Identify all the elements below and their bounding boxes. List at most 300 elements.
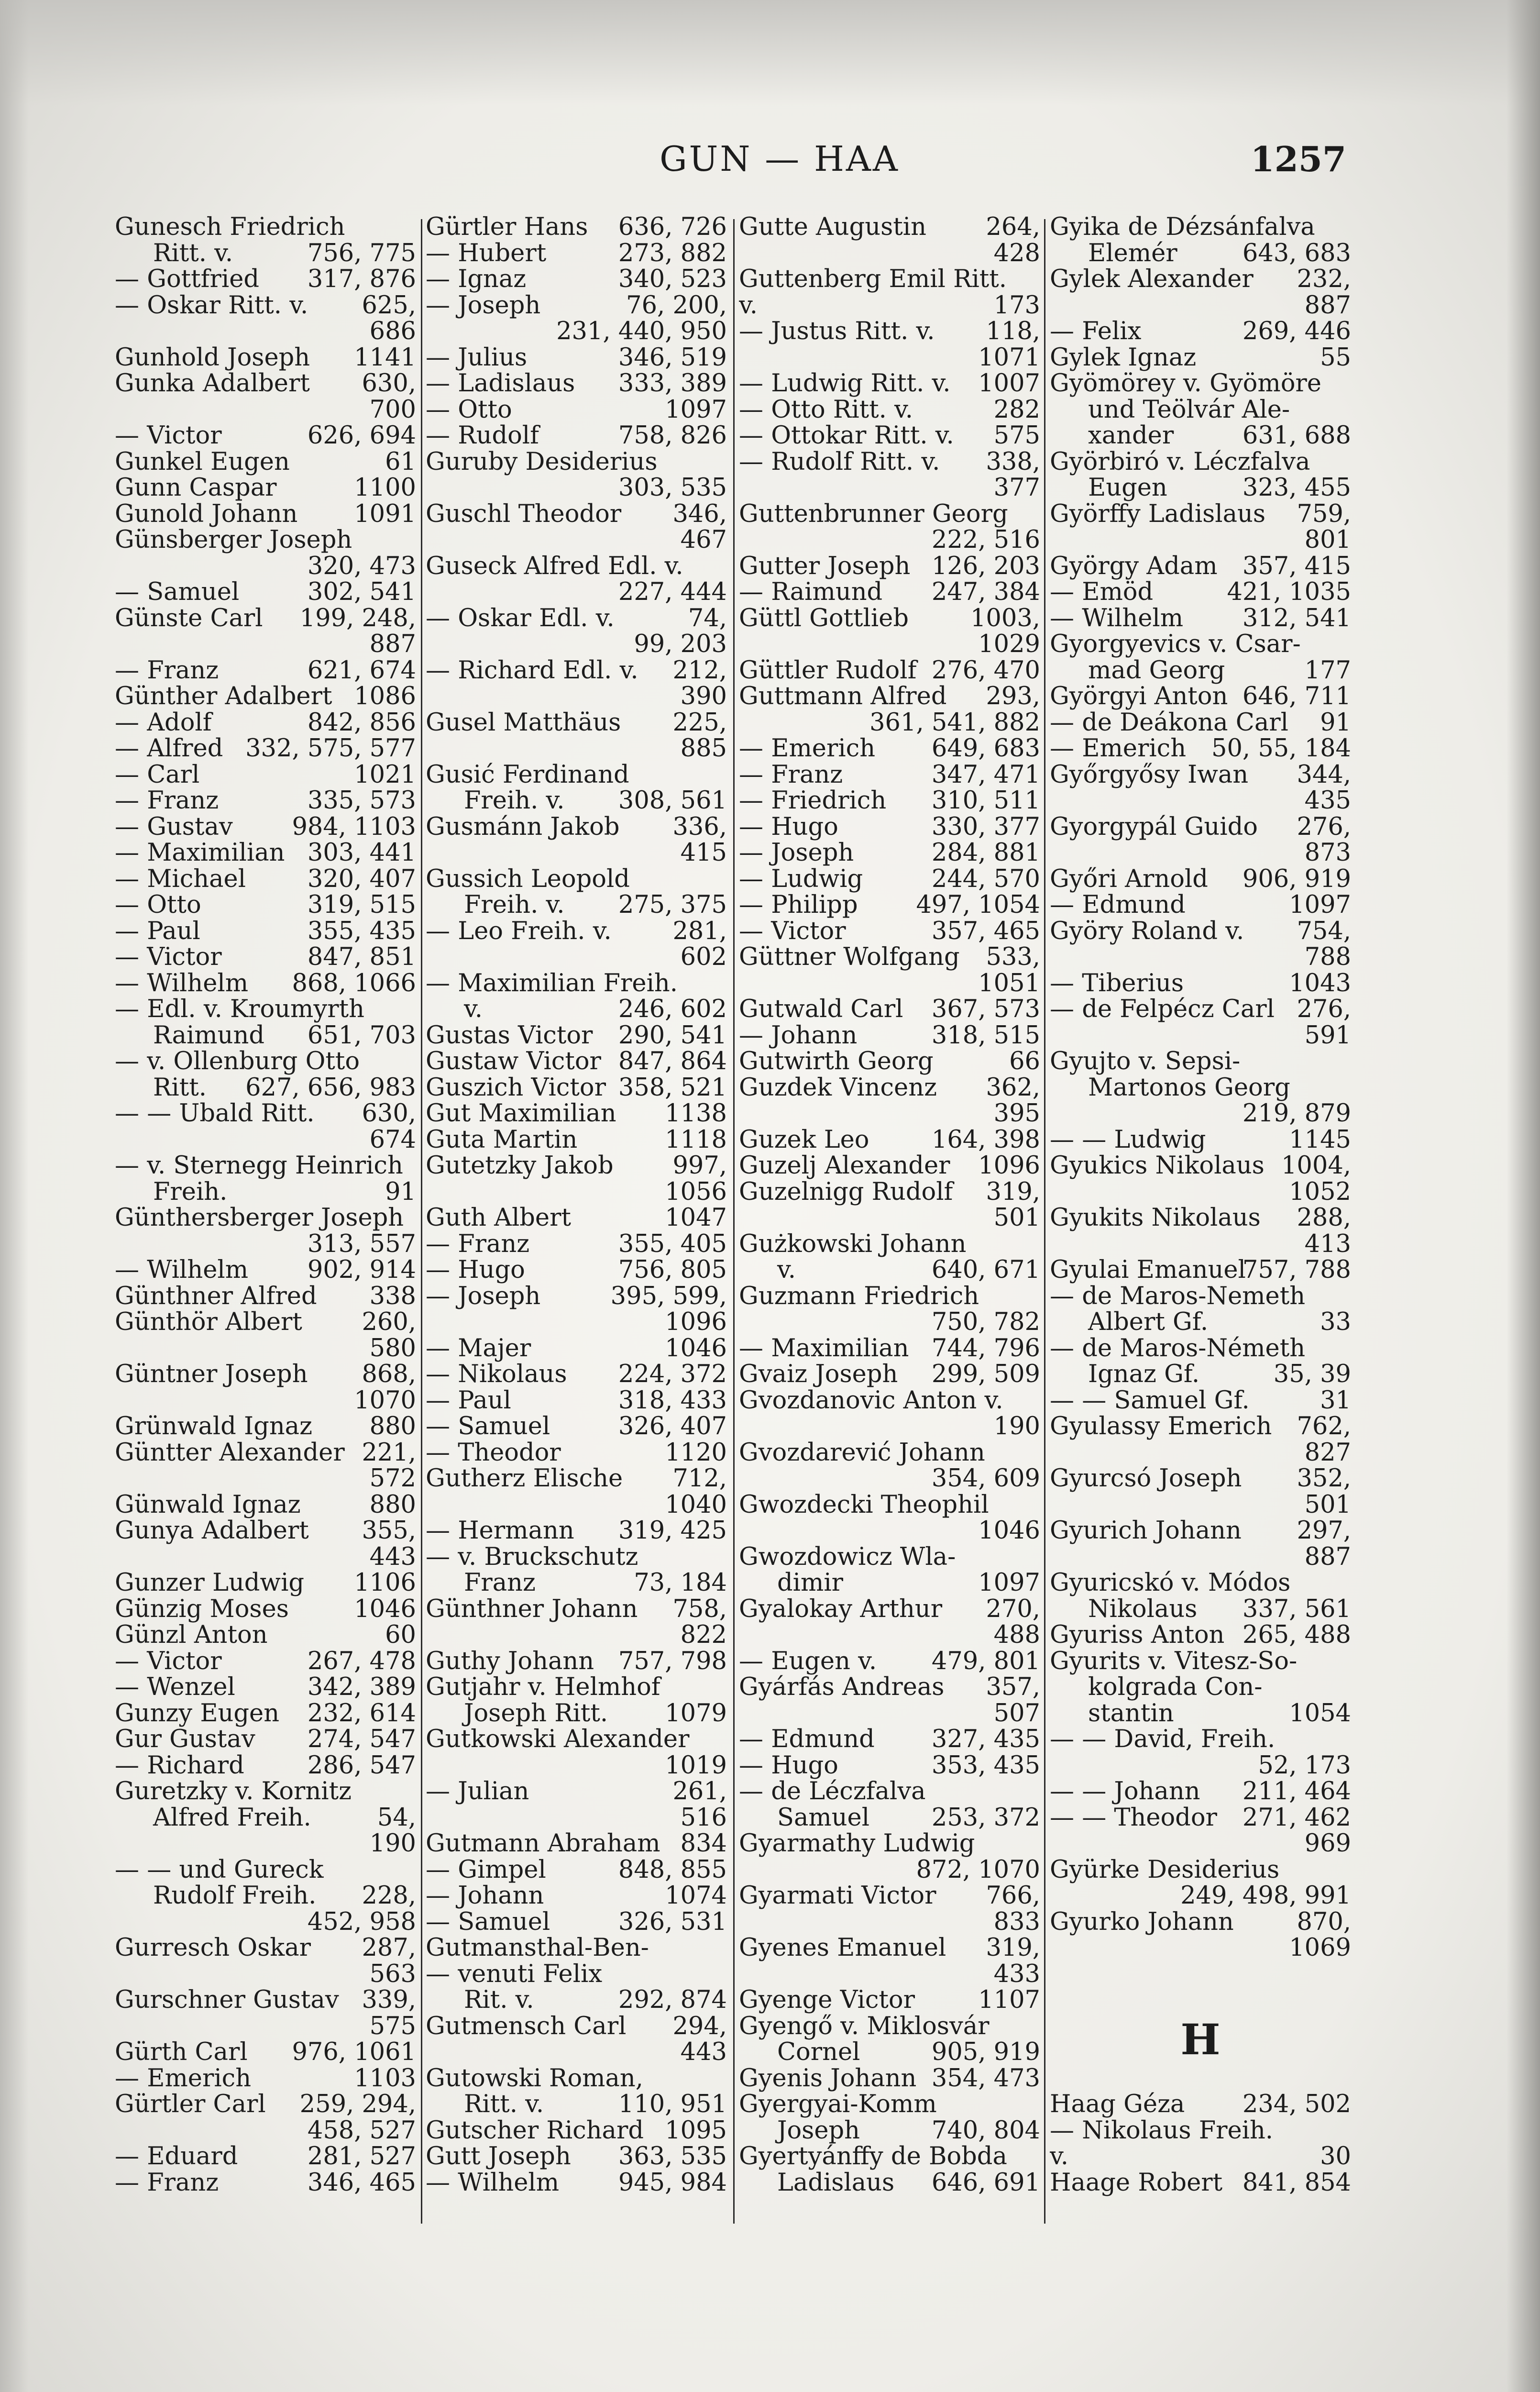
entry-page-refs: 247, 384 (931, 578, 1040, 606)
entry-name: — Wilhelm (115, 969, 249, 997)
entry-page-refs: 421, 1035 (1227, 578, 1351, 606)
index-entry-line (739, 606, 1040, 632)
index-entry-line (1050, 1544, 1351, 1571)
entry-name: Gvaiz Joseph (739, 1360, 898, 1388)
entry-page-refs: 377 (993, 474, 1040, 502)
index-entry-line (1050, 1362, 1351, 1388)
entry-page-refs: 346, 465 (307, 2168, 416, 2197)
entry-name: Joseph (777, 2116, 860, 2145)
entry-name: — Tiberius (1050, 969, 1184, 997)
entry-name: Joseph Ritt. (464, 1699, 608, 1728)
entry-name: — Hugo (739, 812, 838, 841)
entry-name: und Teölvár Ale- (1088, 395, 1290, 424)
entry-name: Gyenis Johann (739, 2064, 917, 2093)
index-entry-line (115, 1961, 416, 1988)
entry-name: — Hugo (426, 1256, 525, 1284)
index-entry-line (1050, 1231, 1351, 1258)
entry-page-refs: 1046 (665, 1334, 727, 1362)
index-entry-line (1050, 710, 1351, 736)
entry-page-refs: 323, 455 (1242, 474, 1351, 502)
index-entry-line (739, 684, 1040, 710)
entry-page-refs: 626, 694 (307, 421, 416, 450)
index-entry-line (115, 1935, 416, 1961)
entry-page-refs: 905, 919 (931, 2038, 1040, 2066)
index-entry-line (426, 1544, 727, 1571)
entry-page-refs: 354, 473 (931, 2064, 1040, 2093)
index-entry-line (115, 579, 416, 606)
entry-page-refs: 276, (1297, 995, 1351, 1023)
entry-page-refs: 1056 (665, 1177, 727, 1206)
entry-page-refs: 880 (369, 1412, 416, 1440)
entry-name: Elemér (1088, 239, 1177, 267)
index-entry-line (739, 1336, 1040, 1362)
entry-page-refs: 219, 879 (1242, 1099, 1351, 1128)
index-entry-line (426, 814, 727, 841)
index-entry-line (115, 397, 416, 423)
index-entry-line (426, 1205, 727, 1231)
entry-page-refs: 326, 407 (618, 1412, 727, 1440)
entry-page-refs: 91 (385, 1177, 416, 1206)
entry-name: — Hermann (426, 1517, 574, 1545)
index-entry-line (739, 1753, 1040, 1779)
entry-name: Györy Roland v. (1050, 917, 1244, 945)
index-entry-line (426, 241, 727, 267)
index-entry-line (115, 1570, 416, 1596)
section-letter: H (1180, 2014, 1221, 2064)
entry-name: Gunn Caspar (115, 474, 277, 502)
entry-page-refs: 1046 (354, 1595, 416, 1623)
entry-page-refs: 363, 535 (618, 2142, 727, 2171)
index-entry-line (1050, 1023, 1351, 1049)
entry-page-refs: 318, 433 (618, 1386, 727, 1415)
index-entry-line (426, 371, 727, 397)
index-entry-line (115, 449, 416, 476)
entry-page-refs: 361, 541, 882 (869, 708, 1040, 737)
index-entry-line (115, 1257, 416, 1284)
entry-name: — — Ludwig (1050, 1125, 1206, 1154)
index-entry-line (739, 1309, 1040, 1336)
index-entry-line (739, 1544, 1040, 1571)
entry-name: Freih. v. (464, 891, 565, 919)
entry-name: Freih. (153, 1177, 228, 1206)
index-entry-line (739, 1388, 1040, 1414)
index-entry-line (739, 266, 1040, 293)
entry-name: — de Deákona Carl (1050, 708, 1288, 737)
blank-line (1050, 1961, 1351, 1988)
entry-page-refs: 287, (362, 1934, 416, 1962)
index-entry-line (426, 1049, 727, 1075)
entry-name: Güttl Gottlieb (739, 604, 909, 632)
entry-name: — Gottfried (115, 265, 260, 293)
index-entry-line (426, 1101, 727, 1127)
entry-page-refs: 1029 (978, 630, 1040, 658)
entry-page-refs: 501 (993, 1204, 1040, 1232)
index-entry-line (115, 1205, 416, 1231)
entry-name: — Ottokar Ritt. v. (739, 421, 954, 450)
entry-page-refs: 190 (993, 1412, 1040, 1440)
entry-name: Gwozdecki Theophil (739, 1490, 989, 1519)
entry-name: — v. Bruckschutz (426, 1542, 638, 1571)
index-entry-line (426, 554, 727, 580)
entry-page-refs: 319, 515 (307, 891, 416, 919)
entry-name: Guth Albert (426, 1204, 571, 1232)
entry-name: Gvozdarević Johann (739, 1438, 985, 1467)
entry-name: Günste Carl (115, 604, 263, 632)
entry-name: — Rudolf Ritt. v. (739, 447, 940, 476)
entry-name: Gyurko Johann (1050, 1907, 1234, 1936)
index-entry-line (739, 1492, 1040, 1518)
entry-page-refs: 264, (986, 214, 1040, 241)
index-entry-line (1050, 892, 1351, 919)
index-entry-line (115, 1414, 416, 1440)
entry-page-refs: 310, 511 (931, 786, 1040, 815)
entry-page-refs: 55 (1320, 343, 1351, 372)
entry-page-refs: 740, 804 (931, 2116, 1040, 2145)
entry-name: — Samuel (115, 578, 240, 606)
index-entry-line (426, 2144, 727, 2170)
index-entry-line (115, 1727, 416, 1753)
entry-page-refs: 308, 561 (618, 786, 727, 815)
index-entry-line (426, 892, 727, 919)
entry-name: Gylek Ignaz (1050, 343, 1197, 372)
entry-page-refs: 1071 (978, 343, 1040, 372)
index-entry-line (1050, 475, 1351, 501)
index-entry-line (739, 1023, 1040, 1049)
entry-name: — Philipp (739, 891, 858, 919)
entry-page-refs: 342, 389 (307, 1673, 416, 1701)
index-entry-line (739, 1987, 1040, 2014)
index-entry-line (739, 2066, 1040, 2092)
entry-page-refs: 443 (369, 1542, 416, 1571)
entry-page-refs: 290, 541 (618, 1021, 727, 1050)
entry-page-refs: 269, 446 (1242, 317, 1351, 345)
entry-page-refs: 271, 462 (1242, 1803, 1351, 1832)
entry-page-refs: 281, 527 (307, 2142, 416, 2171)
index-entry-line (115, 475, 416, 501)
index-entry-line (426, 2014, 727, 2040)
index-entry-line (426, 1414, 727, 1440)
entry-page-refs: 52, 173 (1258, 1751, 1351, 1780)
index-entry-line (739, 1570, 1040, 1596)
entry-page-refs: 887 (1304, 1542, 1351, 1571)
entry-page-refs: 885 (680, 734, 727, 763)
entry-page-refs: 246, 602 (618, 995, 727, 1023)
entry-name: xander (1088, 421, 1174, 450)
entry-name: Güntner Joseph (115, 1360, 308, 1388)
entry-name: — — Samuel Gf. (1050, 1386, 1250, 1415)
entry-page-refs: 99, 203 (634, 630, 727, 658)
entry-page-refs: 249, 498, 991 (1180, 1882, 1351, 1910)
entry-page-refs: 50, 55, 184 (1211, 734, 1351, 763)
entry-page-refs: 260, (362, 1308, 416, 1336)
index-entry-line (1050, 1779, 1351, 1805)
entry-page-refs: 700 (369, 395, 416, 424)
entry-page-refs: 1019 (665, 1751, 727, 1780)
entry-name: Rit. v. (464, 1986, 534, 2014)
entry-name: Gunya Adalbert (115, 1517, 309, 1545)
entry-name: Günthersberger Joseph (115, 1204, 404, 1232)
index-entry-line (426, 1727, 727, 1753)
entry-page-refs: 984, 1103 (292, 812, 416, 841)
entry-name: — Edmund (1050, 891, 1186, 919)
index-entry-line (1050, 1674, 1351, 1701)
entry-page-refs: 338, (986, 447, 1040, 476)
entry-name: — Franz (115, 786, 219, 815)
entry-page-refs: 433 (993, 1960, 1040, 1988)
entry-page-refs: 572 (369, 1464, 416, 1493)
entry-name: Guzelj Alexander (739, 1152, 950, 1180)
entry-name: Günther Adalbert (115, 682, 332, 710)
entry-page-refs: 273, 882 (618, 239, 727, 267)
index-entry-line (426, 1309, 727, 1336)
index-entry-line (426, 1492, 727, 1518)
entry-name: Günsberger Joseph (115, 526, 352, 554)
entry-page-refs: 452, 958 (307, 1907, 416, 1936)
entry-page-refs: 126, 203 (931, 552, 1040, 580)
entry-page-refs: 902, 914 (307, 1256, 416, 1284)
entry-name: Györffy Ladislaus (1050, 499, 1266, 528)
entry-name: — Hubert (426, 239, 547, 267)
entry-name: Gunesch Friedrich (115, 214, 345, 241)
entry-page-refs: 507 (993, 1699, 1040, 1728)
index-entry-line (115, 866, 416, 893)
entry-name: Gyertyánffy de Bobda (739, 2142, 1007, 2171)
index-entry-line (1050, 2092, 1351, 2118)
entry-name: Guzdek Vincenz (739, 1073, 937, 1102)
index-entry-line (115, 1596, 416, 1623)
entry-page-refs: 66 (1009, 1047, 1040, 1075)
index-entry-line (739, 241, 1040, 267)
index-entry-line (115, 1362, 416, 1388)
entry-name: Günzig Moses (115, 1595, 289, 1623)
entry-name: — Joseph (426, 1282, 541, 1310)
index-entry-line (426, 762, 727, 788)
entry-page-refs: 643, 683 (1242, 239, 1351, 267)
index-entry-line (115, 1622, 416, 1649)
entry-page-refs: 177 (1304, 656, 1351, 685)
entry-page-refs: 1100 (354, 474, 416, 502)
entry-name: — Hugo (739, 1751, 838, 1780)
entry-page-refs: 1004, (1281, 1152, 1351, 1180)
entry-name: — Majer (426, 1334, 531, 1362)
entry-page-refs: 1095 (665, 2116, 727, 2145)
index-entry-line (426, 1649, 727, 1675)
entry-name: Gurschner Gustav (115, 1986, 339, 2014)
entry-page-refs: 281, (672, 917, 727, 945)
entry-page-refs: 834 (680, 1829, 727, 1858)
entry-page-refs: 299, 509 (931, 1360, 1040, 1388)
entry-page-refs: 847, 851 (307, 943, 416, 971)
entry-name: — Edmund (739, 1725, 875, 1753)
index-entry-line (1050, 1701, 1351, 1727)
entry-name: Güttner Wolfgang (739, 943, 960, 971)
index-entry-line (426, 1622, 727, 1649)
entry-name: Gutmensch Carl (426, 2012, 627, 2040)
entry-page-refs: 338 (369, 1282, 416, 1310)
index-entry-line (426, 501, 727, 528)
index-entry-line (1050, 266, 1351, 293)
entry-name: Győrgyősy Iwan (1050, 760, 1249, 789)
index-entry-line (115, 944, 416, 971)
page-shadow-right (1507, 0, 1540, 2392)
entry-name: — Emerich (739, 734, 876, 763)
index-entry-line (426, 1935, 727, 1961)
entry-page-refs: 288, (1297, 1204, 1351, 1232)
index-entry-line (739, 1049, 1040, 1075)
entry-name: — — Theodor (1050, 1803, 1217, 1832)
index-entry-line (426, 397, 727, 423)
index-entry-line (115, 2039, 416, 2066)
entry-name: Günthner Johann (426, 1595, 638, 1623)
index-entry-line (426, 1388, 727, 1414)
entry-name: Gutherz Elische (426, 1464, 623, 1493)
index-entry-line (115, 371, 416, 397)
index-entry-line (115, 658, 416, 684)
entry-page-refs: 868, 1066 (292, 969, 416, 997)
index-entry-line (426, 319, 727, 345)
index-entry-line (115, 527, 416, 554)
entry-name: Günthner Alfred (115, 1282, 317, 1310)
index-entry-line (739, 840, 1040, 866)
index-entry-line (1050, 1622, 1351, 1649)
entry-page-refs: 1086 (354, 682, 416, 710)
entry-page-refs: 1097 (665, 395, 727, 424)
entry-page-refs: 1069 (1289, 1934, 1351, 1962)
entry-page-refs: 355, 405 (618, 1229, 727, 1258)
index-entry-line (739, 1257, 1040, 1284)
entry-name: — Rudolf (426, 421, 539, 450)
index-entry-line (1050, 1649, 1351, 1675)
entry-name: — Theodor (426, 1438, 561, 1467)
entry-name: Haag Géza (1050, 2090, 1185, 2118)
index-entry-line (426, 449, 727, 476)
entry-name: Gwozdowicz Wla- (739, 1542, 956, 1571)
entry-name: Gusmánn Jakob (426, 812, 620, 841)
index-entry-line (1050, 527, 1351, 554)
entry-page-refs: 458, 527 (307, 2116, 416, 2145)
index-entry-line (739, 631, 1040, 658)
entry-name: Gyuricskó v. Módos (1050, 1569, 1291, 1597)
entry-name: Nikolaus (1088, 1595, 1198, 1623)
entry-page-refs: 847, 864 (618, 1047, 727, 1075)
index-entry-line (1050, 1336, 1351, 1362)
index-entry-line (739, 1935, 1040, 1961)
entry-page-refs: 294, (672, 2012, 727, 2040)
entry-page-refs: 297, (1297, 1517, 1351, 1545)
index-entry-line (1050, 631, 1351, 658)
entry-page-refs: 282 (993, 395, 1040, 424)
header-title: GUN — HAA (660, 139, 900, 179)
index-entry-line (739, 1857, 1040, 1883)
entry-name: Gyulassy Emerich (1050, 1412, 1272, 1440)
index-column-3 (739, 214, 1040, 2233)
index-entry-line (1050, 1466, 1351, 1492)
entry-page-refs: 358, 521 (618, 1073, 727, 1102)
index-entry-line (426, 840, 727, 866)
index-entry-line (426, 1284, 727, 1310)
index-entry-line (426, 1257, 727, 1284)
entry-page-refs: 352, (1297, 1464, 1351, 1493)
index-entry-line (115, 1284, 416, 1310)
index-entry-line (115, 293, 416, 319)
index-entry-line (115, 1492, 416, 1518)
entry-page-refs: 1103 (354, 2064, 416, 2093)
index-entry-line (426, 423, 727, 449)
entry-name: — de Léczfalva (739, 1777, 926, 1805)
index-entry-line (1050, 1127, 1351, 1153)
entry-name: — Edl. v. Kroumyrth (115, 995, 364, 1023)
index-entry-line (1050, 1883, 1351, 1909)
index-entry-line (115, 1883, 416, 1909)
entry-name: — Samuel (426, 1907, 550, 1936)
entry-page-refs: 327, 435 (931, 1725, 1040, 1753)
entry-page-refs: 337, 561 (1242, 1595, 1351, 1623)
entry-page-refs: 395, 599, (610, 1282, 727, 1310)
index-entry-line (739, 554, 1040, 580)
entry-page-refs: 320, 473 (307, 552, 416, 580)
entry-name: — Justus Ritt. v. (739, 317, 935, 345)
index-entry-line (1050, 944, 1351, 971)
index-entry-line (1050, 1284, 1351, 1310)
entry-name: — Nikolaus Freih. (1050, 2116, 1274, 2145)
blank-line (1050, 2066, 1351, 2092)
entry-page-refs: 362, (986, 1073, 1040, 1102)
entry-name: Ritt. v. (464, 2090, 544, 2118)
entry-name: — Raimund (739, 578, 883, 606)
entry-name: Györgyi Anton (1050, 682, 1228, 710)
index-entry-line (426, 345, 727, 371)
index-entry-line (739, 1779, 1040, 1805)
entry-name: — Paul (115, 917, 200, 945)
entry-page-refs: 30 (1320, 2142, 1351, 2171)
index-entry-line (739, 2092, 1040, 2118)
entry-name: György Adam (1050, 552, 1218, 580)
index-entry-line (1050, 1570, 1351, 1596)
entry-page-refs: 750, 782 (931, 1308, 1040, 1336)
entry-name: Gürtler Hans (426, 214, 588, 241)
entry-page-refs: 497, 1054 (916, 891, 1040, 919)
entry-page-refs: 756, 805 (618, 1256, 727, 1284)
index-entry-line (739, 762, 1040, 788)
index-entry-line (1050, 423, 1351, 449)
entry-page-refs: 267, 478 (307, 1647, 416, 1675)
index-entry-line (739, 1362, 1040, 1388)
entry-name: — Maximilian (739, 1334, 909, 1362)
entry-name: — Friedrich (739, 786, 887, 815)
entry-page-refs: 354, 609 (931, 1464, 1040, 1493)
index-entry-line (426, 1466, 727, 1492)
entry-page-refs: 997, (672, 1152, 727, 1180)
entry-name: Guzmann Friedrich (739, 1282, 979, 1310)
index-entry-line (115, 1831, 416, 1857)
index-entry-line (115, 997, 416, 1023)
entry-name: — Ignaz (426, 265, 527, 293)
entry-name: Gusel Matthäus (426, 708, 621, 737)
entry-page-refs: 868, (362, 1360, 416, 1388)
entry-page-refs: 357, 465 (931, 917, 1040, 945)
entry-page-refs: 319, (986, 1934, 1040, 1962)
entry-page-refs: 303, 535 (618, 474, 727, 502)
entry-page-refs: 284, 881 (931, 839, 1040, 867)
index-entry-line (739, 214, 1040, 241)
entry-name: — Franz (115, 656, 219, 685)
entry-page-refs: 649, 683 (931, 734, 1040, 763)
page-shadow-left (0, 0, 29, 2392)
index-entry-line (115, 2118, 416, 2144)
index-entry-line (739, 788, 1040, 814)
index-entry-line (426, 997, 727, 1023)
entry-name: — Johann (426, 1882, 544, 1910)
